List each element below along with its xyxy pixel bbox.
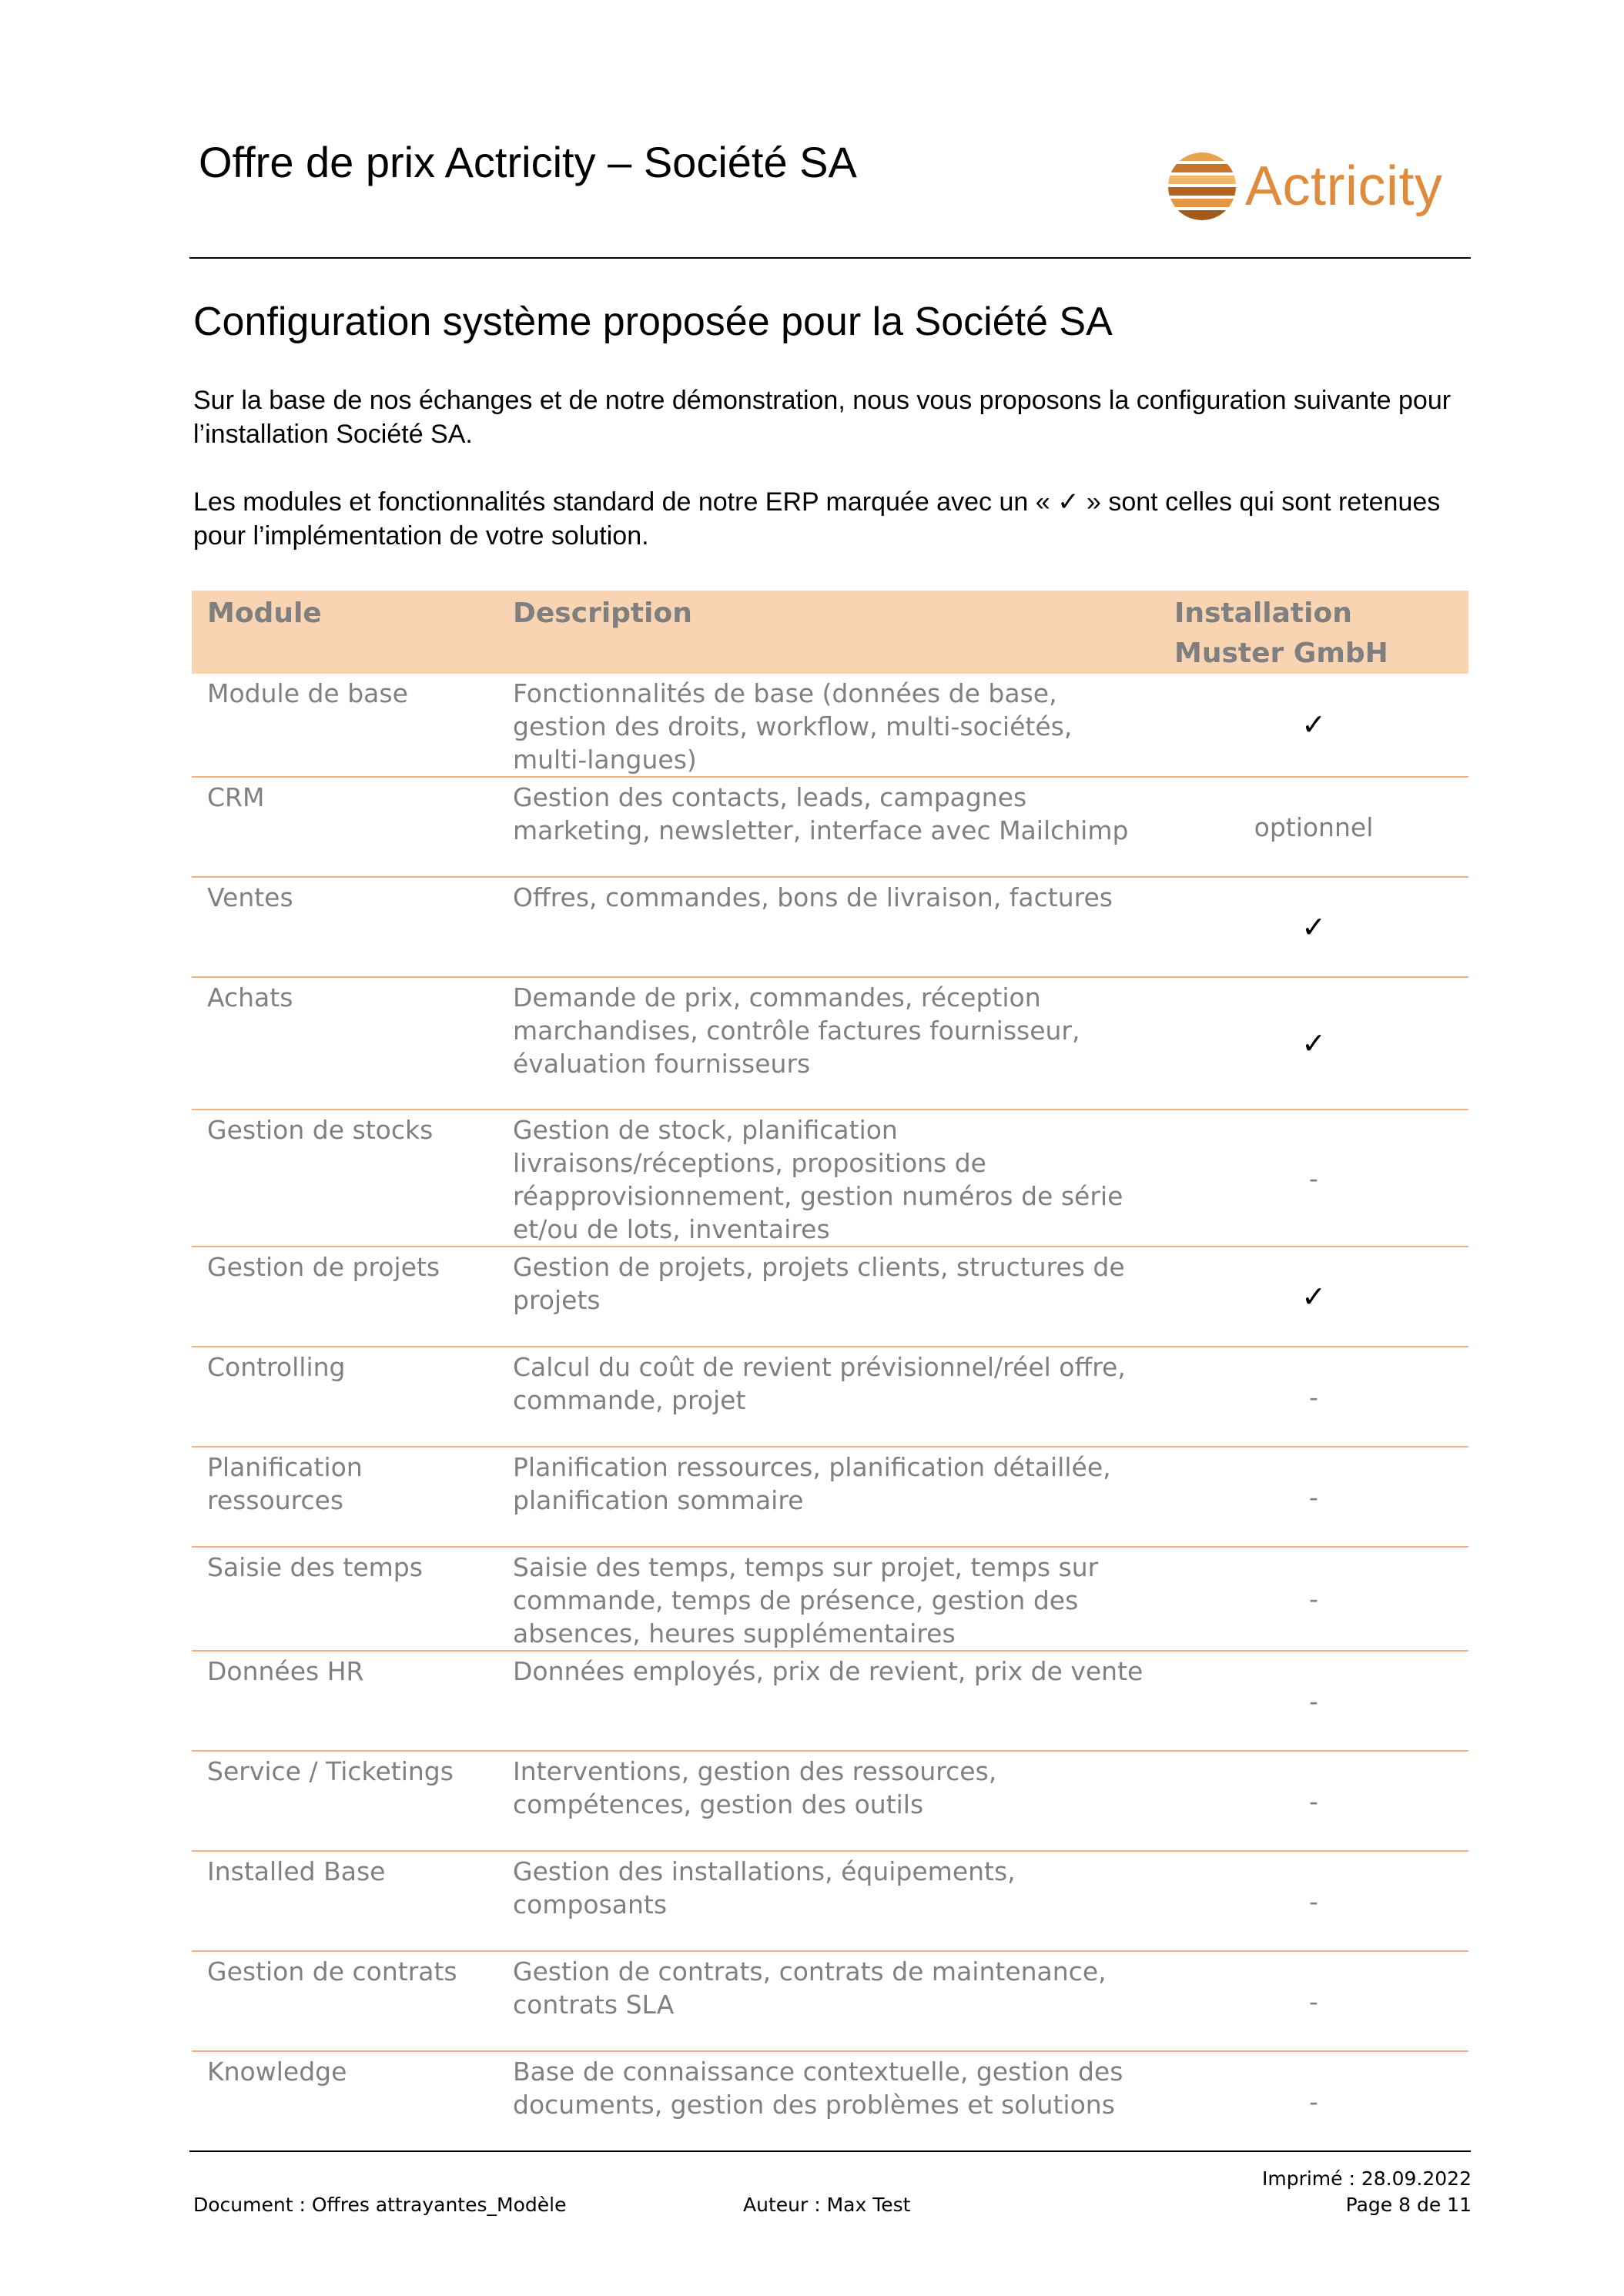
installation-cell: optionnel bbox=[1159, 777, 1468, 877]
selection-paragraph: Les modules et fonctionnalités standard de notre ERP marquée avec un « ✓ » sont celles qui sont retenues pour l’implémentation de votre solution. bbox=[193, 487, 1441, 551]
column-header-installation: Installation Muster GmbH bbox=[1159, 591, 1468, 674]
table-row bbox=[192, 674, 1468, 777]
module-cell: Ventes bbox=[192, 877, 497, 977]
description-cell: Données employés, prix de revient, prix de vente bbox=[497, 1651, 1159, 1751]
description-cell: Fonctionnalités de base (données de base, gestion des droits, workflow, multi-sociétés, multi-langues) bbox=[497, 674, 1159, 777]
table-row bbox=[192, 1951, 1468, 2051]
table-row bbox=[192, 777, 1468, 877]
column-header-description: Description bbox=[497, 591, 1159, 674]
installation-cell: ✓ bbox=[1159, 877, 1468, 977]
description-cell: Demande de prix, commandes, réception marchandises, contrôle factures fournisseur, évaluation fournisseurs bbox=[497, 977, 1159, 1110]
modules-table bbox=[192, 591, 1468, 2152]
description-cell: Gestion de stock, planification livraisons/réceptions, propositions de réapprovisionnement, gestion numéros de série et/ou de lots, inventaires bbox=[497, 1110, 1159, 1247]
installation-cell: ✓ bbox=[1159, 674, 1468, 777]
footer-divider bbox=[189, 2150, 1471, 2152]
table-row bbox=[192, 1347, 1468, 1447]
description-cell: Interventions, gestion des ressources, compétences, gestion des outils bbox=[497, 1751, 1159, 1851]
table-row bbox=[192, 2051, 1468, 2151]
description-cell: Gestion de projets, projets clients, structures de projets bbox=[497, 1247, 1159, 1347]
table-row bbox=[192, 1851, 1468, 1951]
description-cell: Base de connaissance contextuelle, gestion des documents, gestion des problèmes et solutions bbox=[497, 2051, 1159, 2151]
table-row bbox=[192, 1651, 1468, 1751]
module-cell: Module de base bbox=[192, 674, 497, 777]
column-header-module: Module bbox=[192, 591, 497, 674]
footer-author: Auteur : Max Test bbox=[743, 2194, 911, 2216]
module-cell: Planification ressources bbox=[192, 1447, 497, 1547]
table-row bbox=[192, 1447, 1468, 1547]
installation-cell: - bbox=[1159, 1751, 1468, 1851]
description-cell: Saisie des temps, temps sur projet, temps sur commande, temps de présence, gestion des absences, heures supplémentaires bbox=[497, 1547, 1159, 1651]
installation-cell: - bbox=[1159, 1951, 1468, 2051]
installation-cell: - bbox=[1159, 1110, 1468, 1247]
module-cell: CRM bbox=[192, 777, 497, 877]
header-divider bbox=[189, 257, 1471, 259]
module-cell: Service / Ticketings bbox=[192, 1751, 497, 1851]
installation-cell: ✓ bbox=[1159, 1247, 1468, 1347]
module-cell: Gestion de projets bbox=[192, 1247, 497, 1347]
installation-cell: - bbox=[1159, 1447, 1468, 1547]
module-cell: Gestion de stocks bbox=[192, 1110, 497, 1247]
actricity-logo bbox=[1167, 151, 1443, 222]
striped-globe-logo-icon bbox=[1167, 151, 1237, 222]
installation-cell: ✓ bbox=[1159, 977, 1468, 1110]
module-cell: Saisie des temps bbox=[192, 1547, 497, 1651]
description-cell: Gestion des installations, équipements, composants bbox=[497, 1851, 1159, 1951]
table-row bbox=[192, 1547, 1468, 1651]
installation-cell: - bbox=[1159, 1651, 1468, 1751]
footer-printed-date: Imprimé : 28.09.2022 bbox=[1261, 2167, 1472, 2190]
installation-cell: - bbox=[1159, 1347, 1468, 1447]
installation-cell: - bbox=[1159, 1547, 1468, 1651]
module-cell: Controlling bbox=[192, 1347, 497, 1447]
description-cell: Planification ressources, planification détaillée, planification sommaire bbox=[497, 1447, 1159, 1547]
section-title: Configuration système proposée pour la Société SA bbox=[193, 300, 1113, 344]
footer-page-number: Page 8 de 11 bbox=[1345, 2194, 1472, 2216]
table-row bbox=[192, 1110, 1468, 1247]
page-header-title: Offre de prix Actricity – Société SA bbox=[199, 138, 857, 186]
table-row bbox=[192, 1751, 1468, 1851]
description-cell: Gestion des contacts, leads, campagnes marketing, newsletter, interface avec Mailchimp bbox=[497, 777, 1159, 877]
module-cell: Achats bbox=[192, 977, 497, 1110]
module-cell: Installed Base bbox=[192, 1851, 497, 1951]
description-cell: Gestion de contrats, contrats de maintenance, contrats SLA bbox=[497, 1951, 1159, 2051]
table-row bbox=[192, 1247, 1468, 1347]
logo-wordmark: Actricity bbox=[1245, 156, 1443, 217]
module-cell: Gestion de contrats bbox=[192, 1951, 497, 2051]
intro-paragraph: Sur la base de nos échanges et de notre démonstration, nous vous proposons la configuration suivante pour l’installation Société SA. bbox=[193, 386, 1452, 449]
table-header-row bbox=[192, 591, 1468, 674]
table-row bbox=[192, 877, 1468, 977]
description-cell: Calcul du coût de revient prévisionnel/réel offre, commande, projet bbox=[497, 1347, 1159, 1447]
module-cell: Données HR bbox=[192, 1651, 497, 1751]
description-cell: Offres, commandes, bons de livraison, factures bbox=[497, 877, 1159, 977]
installation-cell: - bbox=[1159, 1851, 1468, 1951]
module-cell: Knowledge bbox=[192, 2051, 497, 2151]
footer-document-name: Document : Offres attrayantes_Modèle bbox=[193, 2194, 567, 2216]
table-row bbox=[192, 977, 1468, 1110]
installation-cell: - bbox=[1159, 2051, 1468, 2151]
